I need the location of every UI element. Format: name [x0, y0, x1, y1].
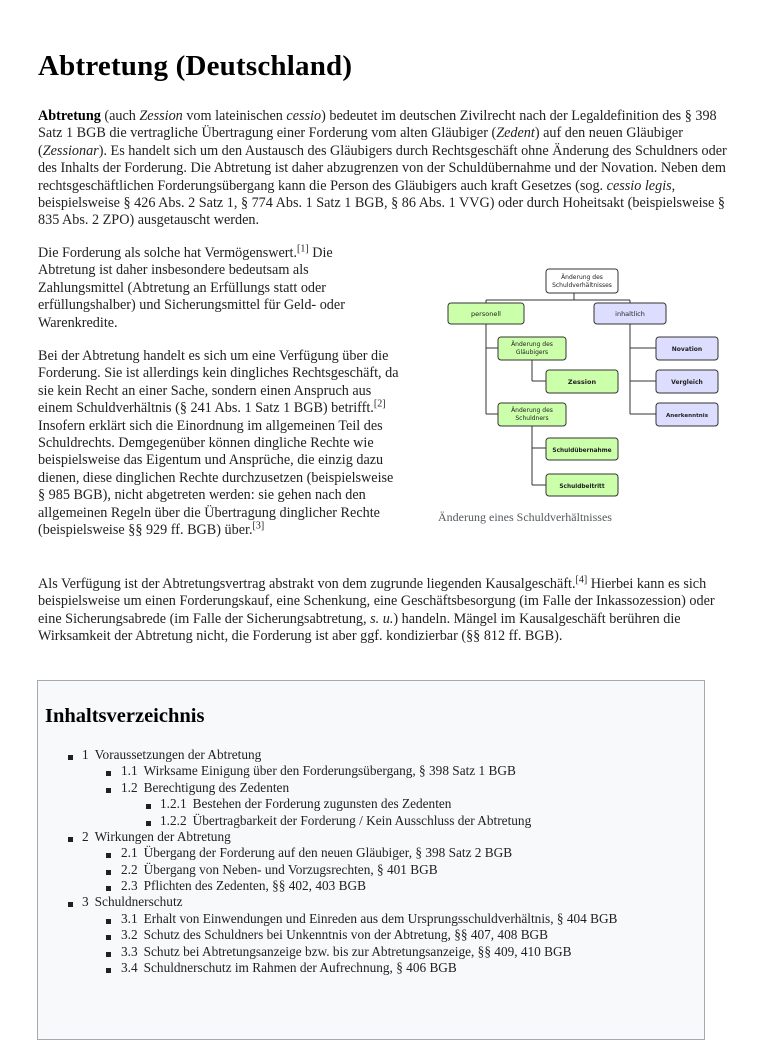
toc-label: Voraussetzungen der Abtretung [94, 747, 262, 762]
reference-4[interactable]: [4] [575, 574, 588, 586]
para2-text-1: Die Forderung als solche hat Vermögenswert. [38, 245, 297, 261]
reference-3[interactable]: [3] [252, 520, 265, 532]
diagram-svg [436, 262, 732, 527]
toc-title: Inhaltsverzeichnis [45, 705, 205, 727]
toc-bullet [106, 952, 111, 957]
diagram-box-root [546, 269, 618, 293]
toc-num: 3.1 [121, 911, 138, 926]
toc-label: Berechtigung des Zedenten [143, 780, 290, 795]
toc-entry [121, 944, 572, 960]
toc-bullet [68, 902, 73, 907]
toc-num: 1.2 [121, 780, 138, 795]
toc-label: Pflichten des Zedenten, §§ 402, 403 BGB [143, 878, 366, 893]
toc-num: 1.2.2 [160, 813, 187, 828]
diagram-label-schuldner-2: Schuldners [515, 415, 549, 422]
toc-label: Übertragbarkeit der Forderung / Kein Ausschluss der Abtretung [192, 813, 532, 828]
toc-bullet [146, 804, 151, 809]
intro-text-5: ). Es handelt sich um den Austausch des Gläubigers durch Rechtsgeschäft ohne Änderung des Schuldners oder des Inhalts der Forderung. Die Abtretung ist daher abzugrenzen von der Schuldübernahme und der Novation. Neben dem rechtsgeschäftlichen Forderungsübergang kann die Person des Gläubigers auch kraft Gesetzes (sog. [38, 142, 727, 194]
toc-bullet [68, 837, 73, 842]
paragraph-verfuegung [38, 348, 403, 539]
toc-entry [121, 960, 457, 976]
toc-bullet [106, 853, 111, 858]
term-su: s. u. [370, 610, 394, 627]
toc-entry [121, 845, 512, 861]
toc-num: 2.2 [121, 862, 138, 877]
diagram-label-zession: Zession [567, 378, 597, 386]
toc-entry [121, 780, 289, 796]
toc-num: 3 [82, 894, 89, 909]
diagram-label-novation: Novation [671, 346, 703, 353]
toc-label: Schuldnerschutz [94, 894, 183, 909]
toc-label: Erhalt von Einwendungen und Einreden aus dem Ursprungsschuldverhältnis, § 404 BGB [143, 911, 618, 926]
para4-text-1: Als Verfügung ist der Abtretungsvertrag abstrakt von dem zugrunde liegenden Kausalgeschäft. [38, 576, 576, 592]
toc-num: 2.1 [121, 845, 138, 860]
para4-text-3: ) handeln. Mängel im Kausalgeschäft berühren die Wirksamkeit der Abtretung nicht, die Forderung ist aber ggf. kondizierbar (§§ 812 ff. BGB). [38, 610, 681, 645]
toc-bullet [68, 755, 73, 760]
diagram-label-schuldubernahme: Schuldübernahme [552, 448, 612, 454]
toc-entry [121, 911, 617, 927]
toc-entry [82, 829, 231, 845]
diagram-label-root-1: Änderung des [561, 274, 603, 281]
term-zessionar: Zessionar [42, 142, 99, 159]
table-of-contents [37, 680, 705, 1040]
toc-num: 1.1 [121, 763, 138, 778]
intro-paragraph [38, 108, 738, 230]
para4-text-2: Hierbei kann es sich beispielsweise um einen Forderungskauf, eine Schenkung, eine Geschäftsbesorgung (im Falle der Inkassozession) oder eine Sicherungsabrede (im Falle der Sicherungsabtretung, [38, 576, 715, 627]
intro-text-3: ) bedeutet im deutschen Zivilrecht nach der Legaldefinition des § 398 Satz 1 BGB die vertragliche Übertragung einer Forderung vom alten Gläubiger ( [38, 108, 717, 142]
toc-label: Wirkungen der Abtretung [94, 829, 231, 844]
toc-label: Übergang der Forderung auf den neuen Gläubiger, § 398 Satz 2 BGB [143, 845, 513, 860]
toc-entry [121, 927, 548, 943]
diagram-label-root-2: Schuldverhältnisses [552, 282, 612, 289]
toc-entry [121, 763, 516, 779]
reference-1[interactable]: [1] [297, 243, 309, 255]
toc-entry [160, 813, 531, 829]
para3-text-2: Insofern erklärt sich die Einordnung im allgemeinen Teil des Schuldrechts. Demgegenüber können dingliche Rechte wie beispielsweise das Eigentum und Ansprüche, die einzig dazu dienen, diese dinglichen Rechte durchzusetzen (beispielsweise § 985 BGB), nicht abgetreten werden: sie gehen nach den allgemeinen Regeln über die Übertragung dinglicher Rechte (beispielsweise §§ 929 ff. BGB) über. [38, 417, 394, 539]
toc-bullet [146, 821, 151, 826]
toc-num: 1.2.1 [160, 796, 187, 811]
diagram-label-schuldner-1: Änderung des [511, 407, 553, 414]
toc-label: Schuldnerschutz im Rahmen der Aufrechnung, § 406 BGB [143, 960, 457, 975]
toc-num: 3.3 [121, 944, 138, 959]
para3-text-1: Bei der Abtretung handelt es sich um eine Verfügung über die Forderung. Sie ist allerdings kein dingliches Rechtsgeschäft, da sie kein Recht an einer Sache, sondern einen Anspruch aus einem Schuldverhältnis (§ 241 Abs. 1 Satz 1 BGB) betrifft. [38, 348, 399, 417]
toc-bullet [106, 886, 111, 891]
term-abtretung: Abtretung [38, 108, 101, 124]
reference-2[interactable]: [2] [373, 398, 386, 410]
toc-num: 3.2 [121, 927, 138, 942]
intro-text-2: vom lateinischen [182, 108, 287, 124]
toc-label: Schutz bei Abtretungsanzeige bzw. bis zur Abtretungsanzeige, §§ 409, 410 BGB [143, 944, 572, 959]
diagram-label-glaeubiger-2: Gläubigers [515, 349, 549, 356]
term-zession: Zession [139, 108, 183, 124]
intro-text-4: ) auf den neuen Gläubiger ( [38, 125, 683, 159]
toc-entry [82, 894, 183, 910]
diagram-label-inhaltlich: inhaltlich [615, 310, 645, 318]
diagram-label-vergleich: Vergleich [671, 379, 703, 386]
page-title: Abtretung (Deutschland) [38, 50, 353, 82]
intro-text-6: , beispielsweise § 426 Abs. 2 Satz 1, § 774 Abs. 1 Satz 1 BGB, § 86 Abs. 1 VVG) oder durch Hoheitsakt (beispielsweise § 835 Abs. 2 ZPO) ausgetauscht werden. [38, 177, 725, 229]
toc-bullet [106, 771, 111, 776]
toc-entry [121, 878, 366, 894]
toc-label: Bestehen der Forderung zugunsten des Zedenten [192, 796, 452, 811]
toc-bullet [106, 968, 111, 973]
toc-label: Übergang von Neben- und Vorzugsrechten, § 401 BGB [143, 862, 438, 877]
toc-entry [121, 862, 438, 878]
diagram-label-personell: personell [471, 310, 501, 318]
term-cessio-legis: cessio legis [606, 177, 672, 194]
para2-text-2: Die Abtretung ist daher insbesondere bedeutsam als Zahlungsmittel (Abtretung an Erfüllungs statt oder erfüllungshalber) und Sicherungsmittel für Geld- oder Warenkredite. [38, 245, 345, 331]
toc-num: 2.3 [121, 878, 138, 893]
term-cessio: cessio [286, 108, 322, 124]
toc-label: Schutz des Schuldners bei Unkenntnis von der Abtretung, §§ 407, 408 BGB [143, 927, 549, 942]
toc-entry [82, 747, 261, 763]
toc-bullet [106, 788, 111, 793]
paragraph-abstraktion [38, 576, 738, 646]
term-zedent: Zedent [496, 125, 535, 142]
toc-bullet [106, 919, 111, 924]
paragraph-vermoegenswert [38, 245, 373, 332]
toc-num: 1 [82, 747, 89, 762]
toc-label: Wirksame Einigung über den Forderungsübergang, § 398 Satz 1 BGB [143, 763, 516, 778]
diagram-label-glaeubiger-1: Änderung des [511, 341, 553, 348]
diagram-caption: Änderung eines Schuldverhältnisses [438, 510, 612, 524]
diagram-label-anerkenntnis: Anerkenntnis [665, 413, 709, 419]
toc-num: 2 [82, 829, 89, 844]
diagram-label-schuldbeitritt: Schuldbeitritt [559, 484, 605, 490]
toc-entry [160, 796, 451, 812]
toc-num: 3.4 [121, 960, 138, 975]
diagram-figure[interactable] [436, 262, 732, 527]
intro-text-1: (auch [100, 108, 140, 124]
toc-bullet [106, 870, 111, 875]
toc-bullet [106, 935, 111, 940]
